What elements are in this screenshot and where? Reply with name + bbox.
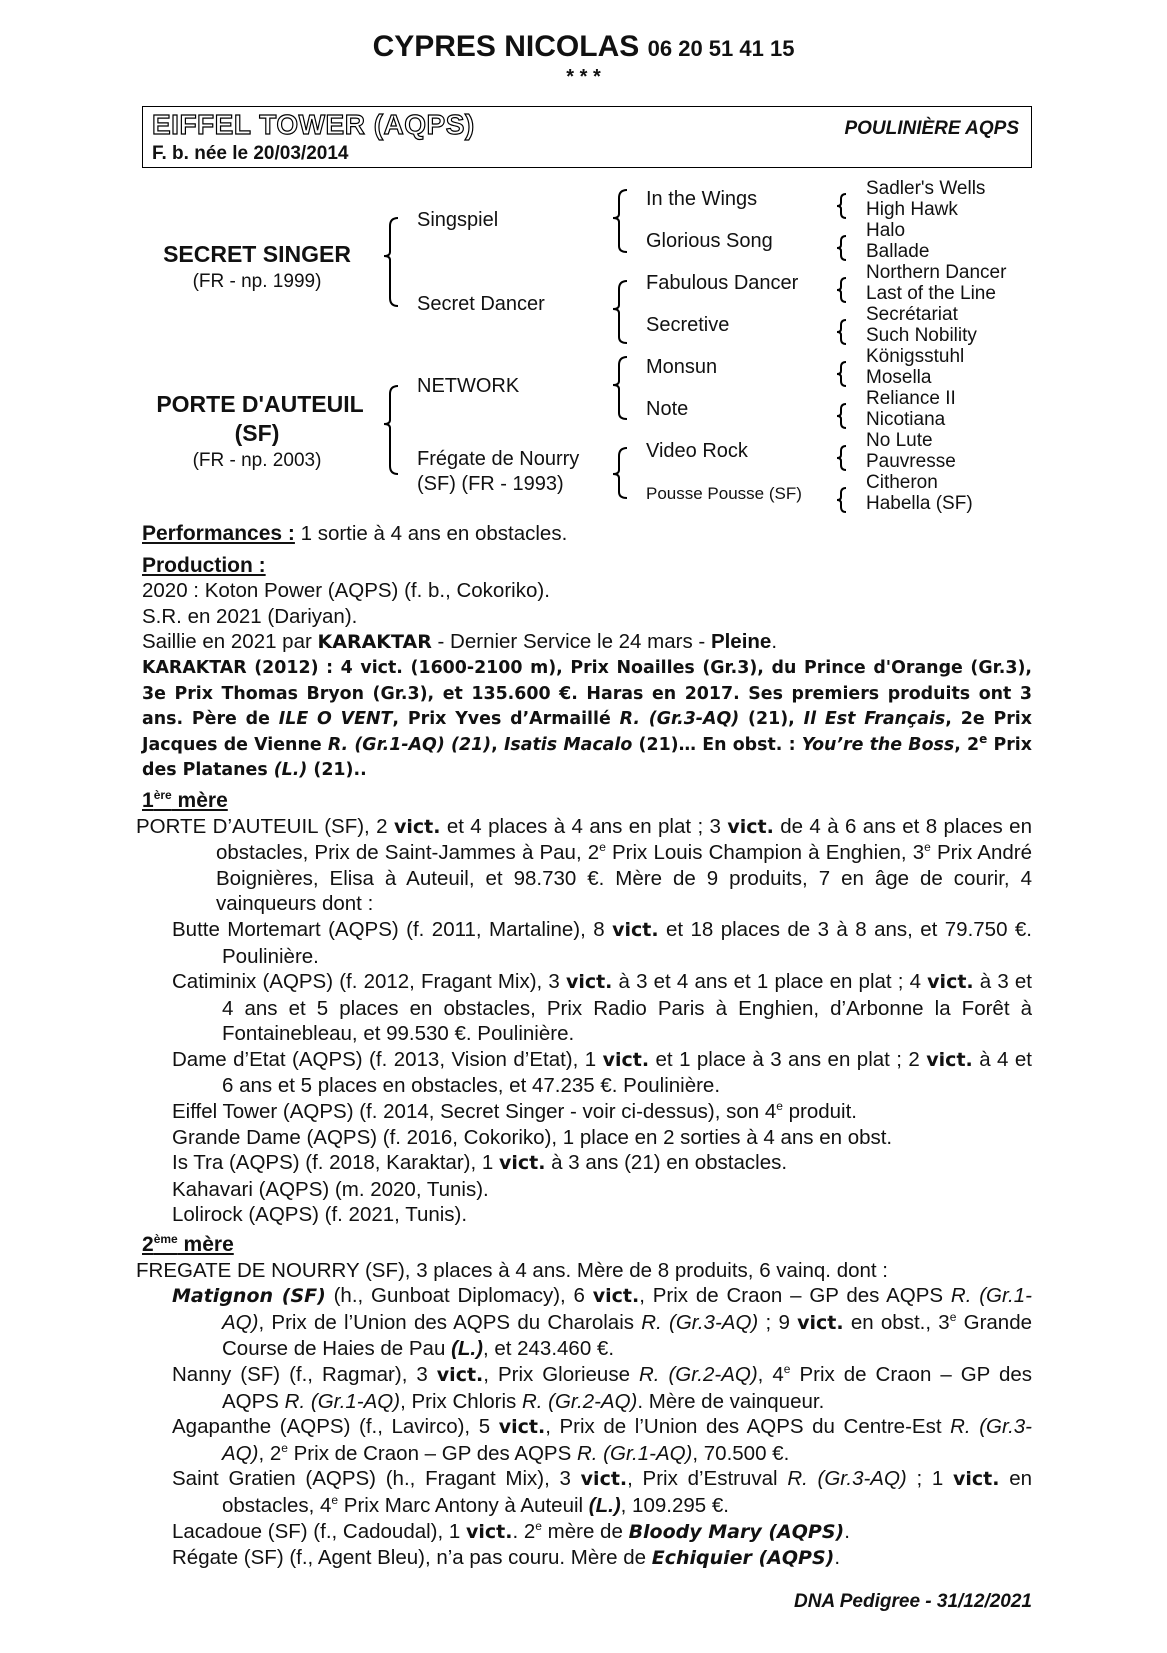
m1-s: e — [924, 840, 931, 855]
karaktar-sup: e — [979, 731, 988, 746]
c-v: vict. — [927, 971, 974, 994]
c-t: . 2 — [512, 1519, 536, 1543]
karaktar-text-4: R. (Gr.3-AQ) — [619, 709, 740, 730]
karaktar-note — [142, 656, 1032, 784]
saillie-status: Pleine — [710, 630, 772, 654]
c-t: Régate (SF) (f., Agent Bleu), n’a pas couru. Mère de — [172, 1546, 652, 1570]
c-t: Eiffel Tower (AQPS) (f. 2014, Secret Singer - voir ci-dessus), son 4 — [172, 1100, 777, 1124]
pedigree-g4-10: Mosella — [866, 367, 932, 388]
pedigree-g4-1: Sadler's Wells — [866, 178, 986, 199]
pedigree-g3-6: Note — [646, 398, 689, 420]
mere1-title-a: 1 — [142, 788, 154, 812]
karaktar-text-5: (21), — [739, 709, 804, 730]
mere1-title-line — [142, 788, 1032, 814]
mere2-child-4 — [142, 1466, 1032, 1518]
pedigree-g2-4: Frégate de Nourry — [417, 448, 580, 470]
m1-v: vict. — [727, 815, 774, 838]
mere2-child-5 — [142, 1519, 1032, 1546]
c-t: Lacadoue (SF) (f., Cadoudal), 1 — [172, 1519, 466, 1543]
m1-t: Prix André Boignières, Elisa à Auteuil, et 98.730 €. Mère de 9 produits, 7 en âge de courir, 4 vainqueurs dont : — [216, 841, 1032, 916]
c-t: Dame d’Etat (AQPS) (f. 2013, Vision d’Etat), 1 — [172, 1047, 603, 1071]
c-t: , Prix de l’Union des AQPS du Centre-Est — [545, 1415, 951, 1439]
c-t: , et 243.460 €. — [482, 1337, 615, 1361]
pedigree-g4-14: Pauvresse — [866, 451, 956, 472]
c-bi: Matignon (SF) — [172, 1285, 326, 1308]
c-t: Butte Mortemart (AQPS) (f. 2011, Martaline), 8 — [172, 917, 613, 941]
mere2-title-sup: ème — [153, 1232, 178, 1247]
c-t: Nanny (SF) (f., Ragmar), 3 — [172, 1363, 437, 1386]
c-t: Agapanthe (AQPS) (f., Lavirco), 5 — [172, 1415, 499, 1439]
saillie-service: - Dernier Service le 24 mars - — [431, 630, 711, 654]
mere1-child-2 — [142, 969, 1032, 1047]
mere1-child-3 — [142, 1047, 1032, 1099]
mere2-title — [142, 1233, 234, 1256]
c-i: (L.) — [451, 1337, 483, 1361]
pedigree-g4-13: No Lute — [866, 430, 933, 451]
c-t: et 18 places de 3 à 8 ans, et 79.750 €. Poulinière. — [222, 917, 1032, 968]
c-t: , Prix Chloris — [400, 1389, 522, 1413]
karaktar-text-1: KARAKTAR (2012) : 4 vict. (1600-2100 m), Prix Noailles (Gr.3), du Prince d'Orange (Gr.3), 3e Prix Thomas Bryon (Gr.3), et 135.600 €. Haras en 2017. Ses premiers produits ont 3 ans. Père de — [142, 657, 1032, 730]
c-i: R. (Gr.3-AQ) — [787, 1467, 907, 1491]
c-i: R. (Gr.3-AQ) — [222, 1415, 1032, 1465]
c-v: vict. — [498, 1416, 546, 1439]
karaktar-text-9: , — [491, 734, 504, 755]
saillie-text: Saillie en 2021 par — [142, 630, 318, 654]
performances — [142, 521, 1032, 547]
c-i: R. (Gr.1-AQ) — [576, 1441, 693, 1465]
c-t: ; 9 — [758, 1310, 798, 1334]
c-t: , 4 — [757, 1363, 784, 1386]
karaktar-text-7: , 2e Prix Jacques de Vienne — [142, 709, 1032, 755]
c-s: e — [776, 1099, 783, 1114]
c-t: à 3 et 4 ans et 1 place en plat ; 4 — [612, 970, 928, 994]
mere1-child-6 — [142, 1150, 1032, 1177]
c-v: vict. — [466, 1520, 513, 1543]
pedigree-dam-origin: (FR - np. 2003) — [192, 450, 322, 471]
c-v: vict. — [436, 1364, 484, 1386]
c-bi: Echiquier (AQPS) — [651, 1547, 835, 1570]
c-t: à 4 et 6 ans et 5 places en obstacles, et 47.235 €. Poulinière. — [222, 1047, 1032, 1098]
pedigree-g3-1: In the Wings — [646, 188, 758, 210]
c-i: (L.) — [588, 1493, 621, 1517]
mere2-child-1 — [142, 1283, 1032, 1362]
saillie-end: . — [771, 630, 778, 654]
mere2-description: FREGATE DE NOURRY (SF), 3 places à 4 ans. Mère de 8 produits, 6 vainq. dont : — [136, 1258, 888, 1282]
horse-birth: F. b. née le 20/03/2014 — [152, 143, 349, 164]
c-t: à 3 ans (21) en obstacles. — [545, 1151, 788, 1175]
c-i: R. (Gr.3-AQ) — [641, 1310, 759, 1334]
c-t: . — [844, 1519, 850, 1543]
pedigree-g4-4: Ballade — [866, 241, 930, 262]
pedigree-g2-2: Secret Dancer — [417, 293, 545, 315]
pedigree-g3-3: Fabulous Dancer — [646, 272, 799, 294]
c-s: e — [783, 1362, 791, 1377]
production-line-1: 2020 : Koton Power (AQPS) (f. b., Cokoriko). — [142, 579, 550, 603]
mere1-child-7: Kahavari (AQPS) (m. 2020, Tunis). — [172, 1177, 489, 1201]
c-t: , Prix d’Estruval — [627, 1467, 788, 1491]
c-t: , 109.295 €. — [620, 1493, 729, 1517]
m1-t: PORTE D’AUTEUIL (SF), 2 — [136, 814, 394, 838]
pedigree-g2-1: Singspiel — [417, 209, 499, 231]
c-bi: Bloody Mary (AQPS) — [628, 1520, 845, 1543]
pedigree-g2-3: NETWORK — [417, 375, 520, 397]
c-v: vict. — [953, 1468, 1000, 1491]
c-v: vict. — [602, 1048, 650, 1071]
c-t: à 3 et 4 ans et 5 places en obstacles, Prix Radio Paris à Enghien, d’Arbonne la Forêt à Fontainebleau, et 99.530 €. Poulinière. — [222, 970, 1032, 1046]
production-line-3 — [142, 629, 1032, 656]
c-i: R. (Gr.1-AQ) — [284, 1389, 401, 1413]
mere2-title-a: 2 — [142, 1233, 154, 1257]
performances-text: 1 sortie à 4 ans en obstacles. — [294, 522, 568, 545]
c-v: vict. — [592, 1285, 640, 1308]
karaktar-text-3: , Prix Yves d’Armaillé — [392, 709, 620, 730]
production-title-line — [142, 553, 1032, 579]
pedigree-g4-3: Halo — [866, 220, 906, 241]
mere1-child-4 — [142, 1099, 1032, 1125]
c-t: ; 1 — [906, 1467, 954, 1491]
karaktar-text-11: (21)… En obst. : — [632, 734, 802, 755]
c-t: , Prix de l’Union des AQPS du Charolais — [258, 1310, 642, 1334]
c-i: R. (Gr.1-AQ) — [222, 1284, 1032, 1334]
mere1-title-sup: ère — [153, 787, 172, 802]
c-s: e — [535, 1518, 542, 1533]
c-t: Catiminix (AQPS) (f. 2012, Fragant Mix), 3 — [172, 970, 566, 994]
pedigree-g2-4b: (SF) (FR - 1993) — [417, 473, 564, 495]
m1-s: e — [599, 840, 606, 855]
c-i: R. (Gr.2-AQ) — [638, 1363, 758, 1386]
mere1-child-1 — [142, 917, 1032, 969]
production-title: Production : — [142, 553, 266, 577]
mere2-child-3 — [142, 1414, 1032, 1466]
pedigree-g4-16: Habella (SF) — [866, 493, 973, 514]
c-t: Is Tra (AQPS) (f. 2018, Karaktar), 1 — [172, 1151, 499, 1175]
pedigree-g3-8: Pousse Pousse (SF) — [646, 484, 802, 503]
karaktar-text-12: You’re the Boss — [801, 734, 955, 755]
breeder-name-text: CYPRES NICOLAS — [372, 30, 640, 63]
c-t: , 2 — [258, 1441, 282, 1465]
m1-t: et 4 places à 4 ans en plat ; 3 — [440, 814, 728, 838]
pedigree-g4-8: Such Nobility — [866, 325, 977, 346]
pedigree-g4-11: Reliance II — [866, 388, 956, 409]
production-line-2: S.R. en 2021 (Dariyan). — [142, 604, 358, 628]
pedigree-sire: SECRET SINGER — [163, 241, 351, 267]
karaktar-text-14: Prix des Platanes — [142, 734, 1032, 781]
c-t: (h., Gunboat Diplomacy), 6 — [325, 1284, 593, 1308]
mere2-title-b: mère — [177, 1233, 234, 1257]
mere1-child-5: Grande Dame (AQPS) (f. 2016, Cokoriko), 1 place en 2 sorties à 4 ans en obst. — [172, 1125, 893, 1149]
c-s: e — [281, 1440, 288, 1455]
mere2-child-6 — [142, 1545, 1032, 1572]
breeder-phone: 06 20 51 41 15 — [647, 36, 795, 61]
mere1-title-b: mère — [171, 788, 228, 812]
c-t: Grande Course de Haies de Pau — [222, 1310, 1033, 1361]
c-s: e — [331, 1493, 339, 1508]
c-t: , 70.500 €. — [692, 1441, 790, 1465]
karaktar-text-6: Il Est Français — [803, 709, 946, 730]
c-t: Prix de Craon – GP des AQPS — [287, 1441, 577, 1465]
horse-type: POULINIÈRE AQPS — [844, 118, 1019, 139]
pedigree-g3-7: Video Rock — [646, 440, 748, 462]
pedigree-g4-15: Citheron — [866, 472, 938, 493]
karaktar-text-8: R. (Gr.1-AQ) (21) — [327, 734, 492, 755]
c-v: vict. — [565, 971, 613, 994]
c-v: vict. — [926, 1048, 973, 1071]
pedigree-g4-12: Nicotiana — [866, 409, 946, 430]
mere1-child-8: Lolirock (AQPS) (f. 2021, Tunis). — [172, 1203, 468, 1227]
c-v: vict. — [797, 1311, 844, 1334]
pedigree-g3-2: Glorious Song — [646, 230, 773, 252]
pedigree-g4-5: Northern Dancer — [866, 262, 1007, 283]
c-v: vict. — [498, 1152, 546, 1175]
pedigree-g4-2: High Hawk — [866, 199, 958, 220]
c-t: et 1 place à 3 ans en plat ; 2 — [649, 1047, 927, 1071]
karaktar-text-16: (21).. — [307, 760, 367, 781]
karaktar-text-2: ILE O VENT — [278, 709, 393, 730]
pedigree-g4-7: Secrétariat — [866, 304, 958, 325]
c-t: . Mère de vainqueur. — [637, 1389, 825, 1413]
karaktar-text-10: Isatis Macalo — [503, 734, 633, 755]
c-t: , Prix Glorieuse — [483, 1363, 639, 1386]
pedigree-g3-4: Secretive — [646, 314, 730, 336]
mere2-title-line — [142, 1232, 1032, 1258]
c-t: Prix de Craon – GP des AQPS — [222, 1363, 1033, 1413]
c-v: vict. — [580, 1468, 628, 1491]
mere1-description — [136, 814, 1032, 917]
c-t: mère de — [541, 1519, 629, 1543]
c-t: Prix Marc Antony à Auteuil — [338, 1493, 589, 1517]
pedigree-g4-9: Königsstuhl — [866, 346, 965, 367]
header-stars: * * * — [566, 66, 601, 88]
footer: DNA Pedigree - 31/12/2021 — [794, 1591, 1032, 1612]
horse-name: EIFFEL TOWER (AQPS) — [152, 109, 475, 140]
m1-t: Prix Louis Champion à Enghien, 3 — [605, 841, 925, 865]
m1-t: de 4 à 6 ans et 8 places en obstacles, Prix de Saint-Jammes à Pau, 2 — [216, 814, 1032, 865]
c-t: Saint Gratien (AQPS) (h., Fragant Mix), 3 — [172, 1467, 581, 1491]
karaktar-text-13: , 2 — [954, 734, 980, 755]
pedigree-dam-breed: (SF) — [234, 420, 280, 446]
c-v: vict. — [612, 918, 659, 941]
pedigree-sire-origin: (FR - np. 1999) — [192, 271, 322, 292]
mere1-title — [142, 789, 228, 812]
saillie-stallion: KARAKTAR — [317, 631, 432, 654]
body-text — [136, 521, 1033, 1572]
pedigree-g3-5: Monsun — [646, 356, 718, 378]
pedigree-g4-6: Last of the Line — [866, 283, 996, 304]
c-t: , Prix de Craon – GP des AQPS — [639, 1284, 951, 1308]
c-t: en obstacles, 4 — [222, 1467, 1033, 1517]
c-i: R. (Gr.2-AQ) — [521, 1389, 638, 1413]
c-t: produit. — [782, 1100, 857, 1124]
pedigree-dam: PORTE D'AUTEUIL — [156, 391, 364, 417]
c-t: en obst., 3 — [843, 1310, 950, 1334]
c-s: e — [949, 1309, 957, 1324]
c-t: . — [834, 1546, 841, 1570]
performances-title: Performances : — [142, 522, 295, 545]
karaktar-text-15: (L.) — [273, 760, 308, 781]
mere2-child-2 — [142, 1362, 1032, 1414]
m1-v: vict. — [393, 815, 441, 838]
